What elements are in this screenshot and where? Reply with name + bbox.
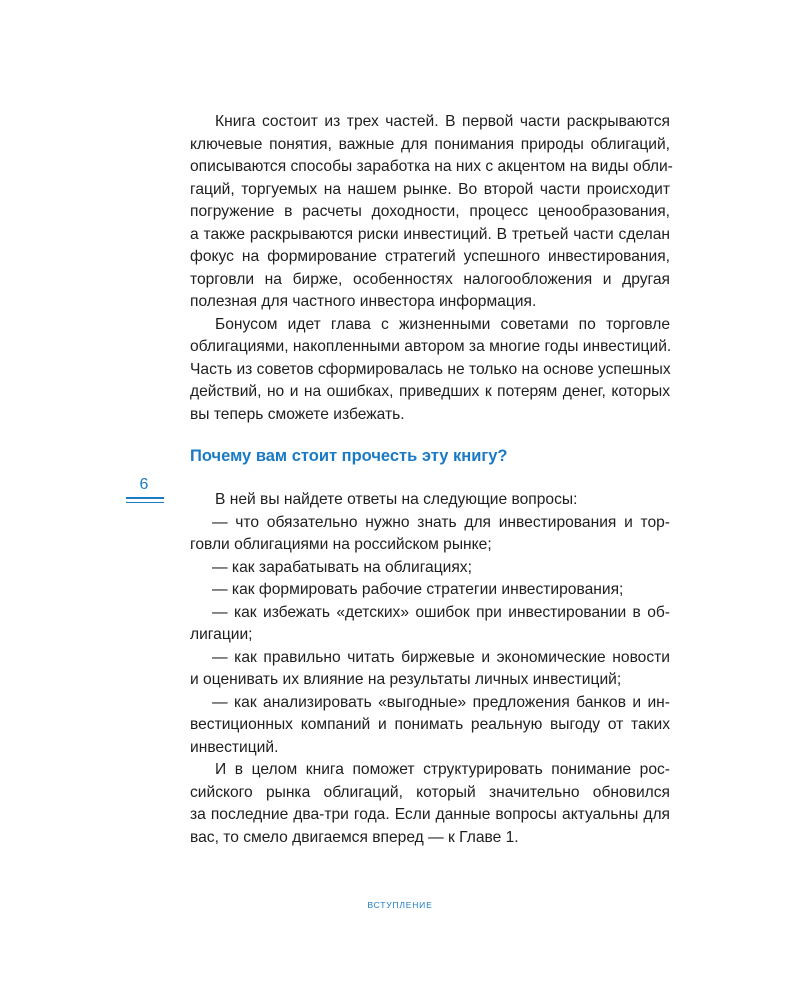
text-line: полезная для частного инвестора информация. [190,293,537,310]
text-line: — что обязательно нужно знать для инвестирования и тор- [212,513,670,531]
text-line: лигации; [190,626,253,643]
list-item [190,557,670,580]
page-number-rule [126,497,164,499]
running-footer: ВСТУПЛЕНИЕ [367,900,433,910]
list-item [190,602,670,647]
text-line: — как формировать рабочие стратегии инвестирования; [212,581,624,598]
list-item [190,579,670,602]
intro-paragraph-1 [190,111,673,314]
answers-section [190,489,670,849]
text-line: Бонусом идет глава с жизненными советами по торговле [215,315,670,333]
text-line: торговли на бирже, особенностях налогообложения и другая [190,270,670,288]
text-line: инвестиций. [190,738,279,756]
text-line: и оценивать их влияние на результаты личных инвестиций; [190,671,622,688]
section-heading: Почему вам стоит прочесть эту книгу? [190,447,508,465]
text-line: за последние два-три года. Если данные вопросы актуальны для [190,806,670,823]
text-line: — как анализировать «выгодные» предложения банков и ин- [212,693,670,711]
text-line: — как зарабатывать на облигациях; [212,558,472,576]
text-line: сийского рынка облигаций, который значительно обновился [190,783,670,801]
text-line: вы теперь сможете избежать. [190,405,405,423]
intro-text [190,111,673,426]
text-line: вестиционных компаний и понимать реальную выгоду от таких [190,716,670,733]
text-line: Книга состоит из трех частей. В первой части раскрываются [215,113,670,130]
intro-paragraph-2 [190,314,670,427]
text-line: погружение в расчеты доходности, процесс ценообразования, [190,203,670,220]
text-line: а также раскрываются риски инвестиций. В третьей части сделан [190,225,670,243]
text-line: — как избежать «детских» ошибок при инвестировании в об- [212,603,670,621]
text-line: вас, то смело двигаемся вперед — к Главе 1. [190,828,519,846]
text-line: ключевые понятия, важные для понимания природы облигаций, [190,135,670,153]
page-number-rule [126,502,164,503]
page-number: 6 [139,476,149,493]
text-line: гаций, торгуемых на нашем рынке. Во второй части происходит [190,180,670,198]
text-line: описываются способы заработка на них с акцентом на виды обли- [190,158,673,175]
text-line: действий, но и на ошибках, приведших к потерям денег, которых [190,383,670,400]
text-line: фокус на формирование стратегий успешного инвестирования, [190,248,670,265]
text-line: говли облигациями на российском рынке; [190,536,492,553]
text-line: Часть из советов сформировалась не только на основе успешных [190,360,671,378]
list-item [190,692,670,760]
list-item [190,647,670,692]
text-line: — как правильно читать биржевые и экономические новости [212,648,670,666]
closing-paragraph [190,759,670,849]
list-item [190,512,670,557]
text-line: облигациями, накопленными автором за многие годы инвестиций. [190,338,672,355]
lead-line: В ней вы найдете ответы на следующие вопросы: [215,491,578,508]
text-line: И в целом книга поможет структурировать понимание рос- [215,761,670,778]
